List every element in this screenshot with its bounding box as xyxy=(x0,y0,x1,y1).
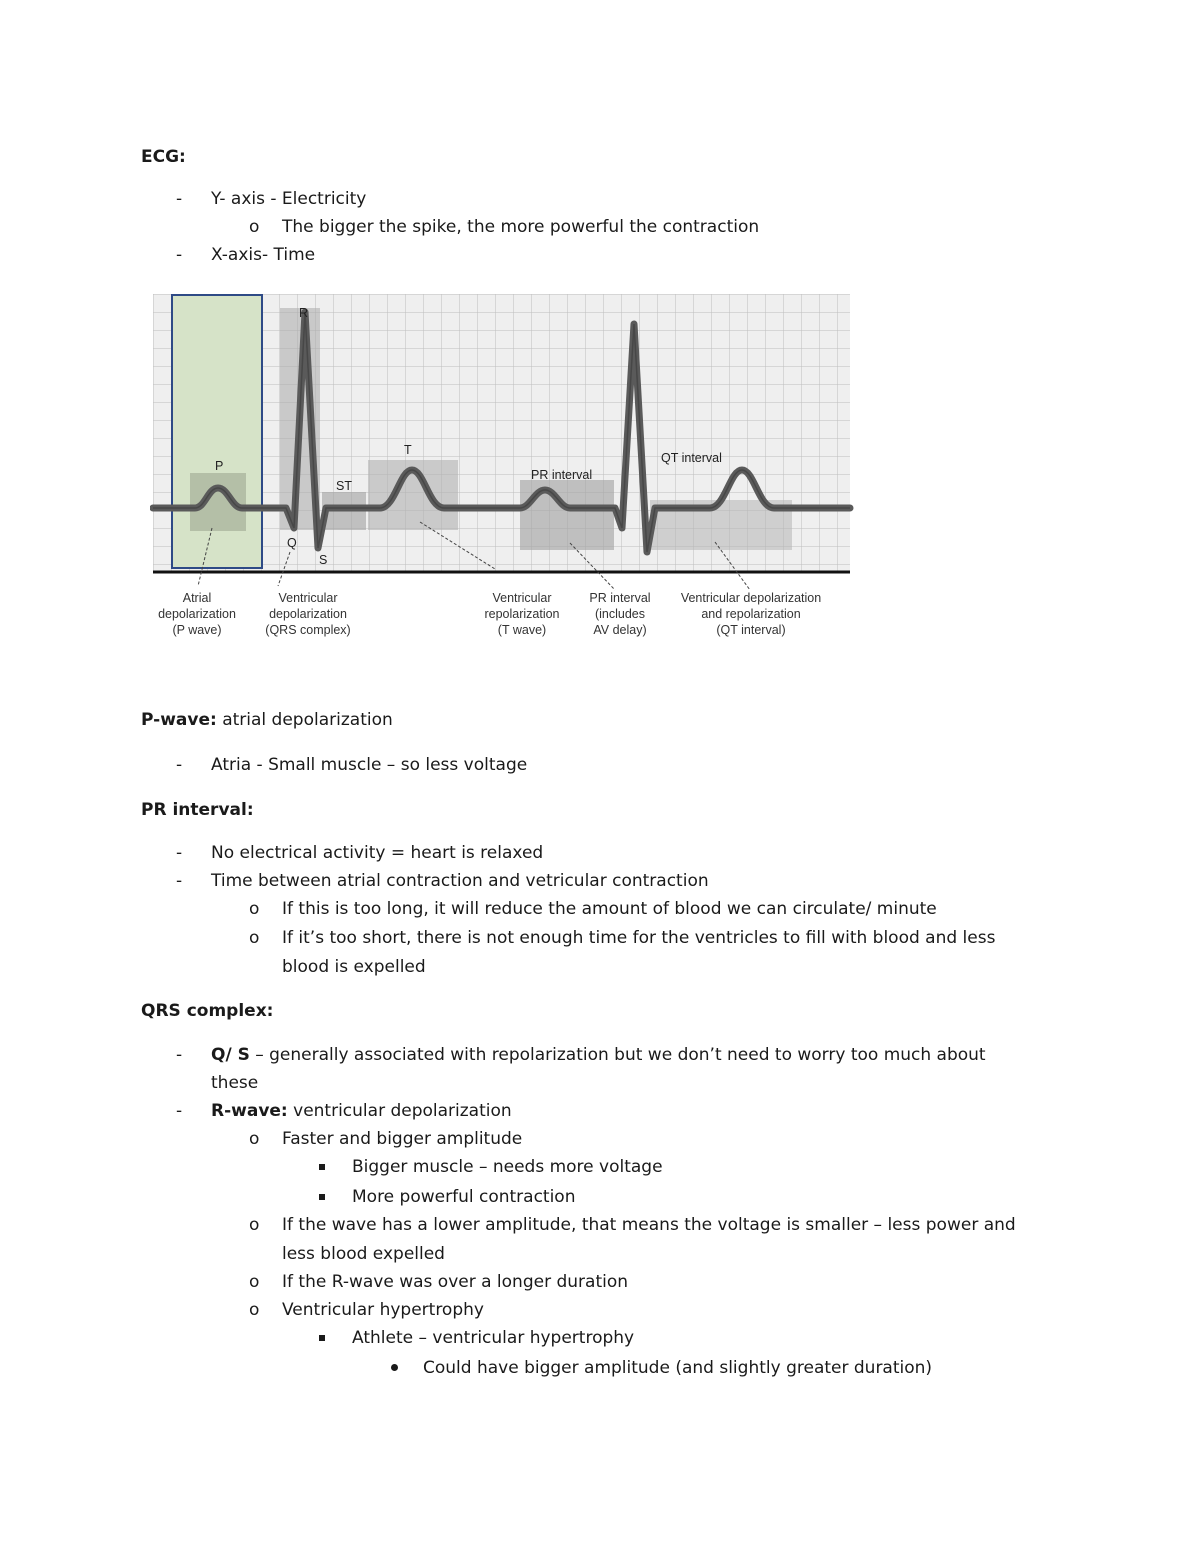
pr-subitem: If it’s too short, there is not enough time for the ventricles to fill with blood and less xyxy=(282,928,996,948)
r-subitem: Ventricular hypertrophy xyxy=(282,1300,484,1320)
caption-line: (QRS complex) xyxy=(265,623,351,637)
circle-bullet: o xyxy=(249,1129,260,1149)
ecg-diagram xyxy=(150,290,855,645)
caption-line: AV delay) xyxy=(593,623,647,637)
caption-line: Ventricular xyxy=(492,591,552,605)
qt-label: QT interval xyxy=(661,451,722,465)
p-wave-heading xyxy=(141,709,393,731)
t-label: T xyxy=(404,443,412,457)
caption-ventricular-repolarization xyxy=(484,591,559,637)
r-subsubitem: Bigger muscle – needs more voltage xyxy=(352,1157,663,1177)
r-subsubitem: Athlete – ventricular hypertrophy xyxy=(352,1328,635,1348)
pr-interval-heading: PR interval: xyxy=(141,800,254,820)
pr-box xyxy=(520,480,614,550)
caption-ventricular-depolarization xyxy=(265,591,350,637)
x-axis-item: X-axis- Time xyxy=(211,245,316,265)
r-wave-text: ventricular depolarization xyxy=(287,1101,512,1121)
r-wave-label: R-wave: xyxy=(211,1101,288,1121)
p-wave-item: Atria - Small muscle – so less voltage xyxy=(211,755,528,775)
r-subitem-continuation: less blood expelled xyxy=(282,1244,445,1264)
circle-bullet: o xyxy=(249,928,260,948)
circle-bullet: o xyxy=(249,1272,260,1292)
caption-line: and repolarization xyxy=(701,607,801,621)
round-bullet xyxy=(391,1364,398,1371)
caption-line: depolarization xyxy=(158,607,236,621)
dash-bullet: - xyxy=(176,871,183,891)
dash-bullet: - xyxy=(176,245,183,265)
circle-bullet: o xyxy=(249,217,260,237)
caption-line: (QT interval) xyxy=(716,623,786,637)
caption-line: Ventricular xyxy=(278,591,338,605)
dash-bullet: - xyxy=(176,755,183,775)
qs-text: – generally associated with repolarization but we don’t need to worry too much about xyxy=(249,1045,986,1065)
qs-item-continuation: these xyxy=(211,1073,259,1093)
caption-pr-interval xyxy=(589,591,650,637)
caption-line: repolarization xyxy=(484,607,560,621)
pr-item: No electrical activity = heart is relaxed xyxy=(211,843,544,863)
r-subitem: If the wave has a lower amplitude, that means the voltage is smaller – less power and xyxy=(282,1215,1016,1235)
caption-line: (T wave) xyxy=(497,623,547,637)
square-bullet xyxy=(319,1164,325,1170)
y-axis-item: Y- axis - Electricity xyxy=(211,189,367,209)
p-wave-label: P-wave: xyxy=(141,710,217,730)
dash-bullet: - xyxy=(176,1045,183,1065)
caption-line: depolarization xyxy=(269,607,347,621)
caption-line: (P wave) xyxy=(172,623,222,637)
r-subsubitem: More powerful contraction xyxy=(352,1187,576,1207)
circle-bullet: o xyxy=(249,899,260,919)
qrs-heading: QRS complex: xyxy=(141,1001,274,1021)
r-subitem: Faster and bigger amplitude xyxy=(282,1129,523,1149)
caption-line: Ventricular depolarization xyxy=(680,591,822,605)
square-bullet xyxy=(319,1335,325,1341)
st-label: ST xyxy=(336,479,352,493)
caption-line: Atrial xyxy=(182,591,212,605)
caption-atrial xyxy=(158,591,236,637)
y-axis-subitem: The bigger the spike, the more powerful the contraction xyxy=(282,217,760,237)
caption-line: (includes xyxy=(594,607,646,621)
pr-item: Time between atrial contraction and vetricular contraction xyxy=(211,871,709,891)
pr-label: PR interval xyxy=(531,468,593,482)
qs-label: Q/ S xyxy=(211,1045,250,1065)
circle-bullet: o xyxy=(249,1300,260,1320)
pr-subitem: If this is too long, it will reduce the amount of blood we can circulate/ minute xyxy=(282,899,937,919)
qs-item xyxy=(211,1044,986,1066)
dash-bullet: - xyxy=(176,1101,183,1121)
r-subitem: If the R-wave was over a longer duration xyxy=(282,1272,629,1292)
q-label: Q xyxy=(287,536,297,550)
dash-bullet: - xyxy=(176,189,183,209)
caption-line: PR interval xyxy=(589,591,651,605)
r-subsubsubitem: Could have bigger amplitude (and slightly greater duration) xyxy=(423,1358,933,1378)
page-title: ECG: xyxy=(141,147,186,167)
s-label: S xyxy=(319,553,328,567)
pr-subitem-continuation: blood is expelled xyxy=(282,957,426,977)
p-wave-text: atrial depolarization xyxy=(216,710,393,730)
circle-bullet: o xyxy=(249,1215,260,1235)
r-wave-item xyxy=(211,1100,512,1122)
dash-bullet: - xyxy=(176,843,183,863)
p-label: P xyxy=(215,459,224,473)
caption-qt-interval xyxy=(681,591,821,637)
square-bullet xyxy=(319,1194,325,1200)
r-label: R xyxy=(299,306,309,320)
